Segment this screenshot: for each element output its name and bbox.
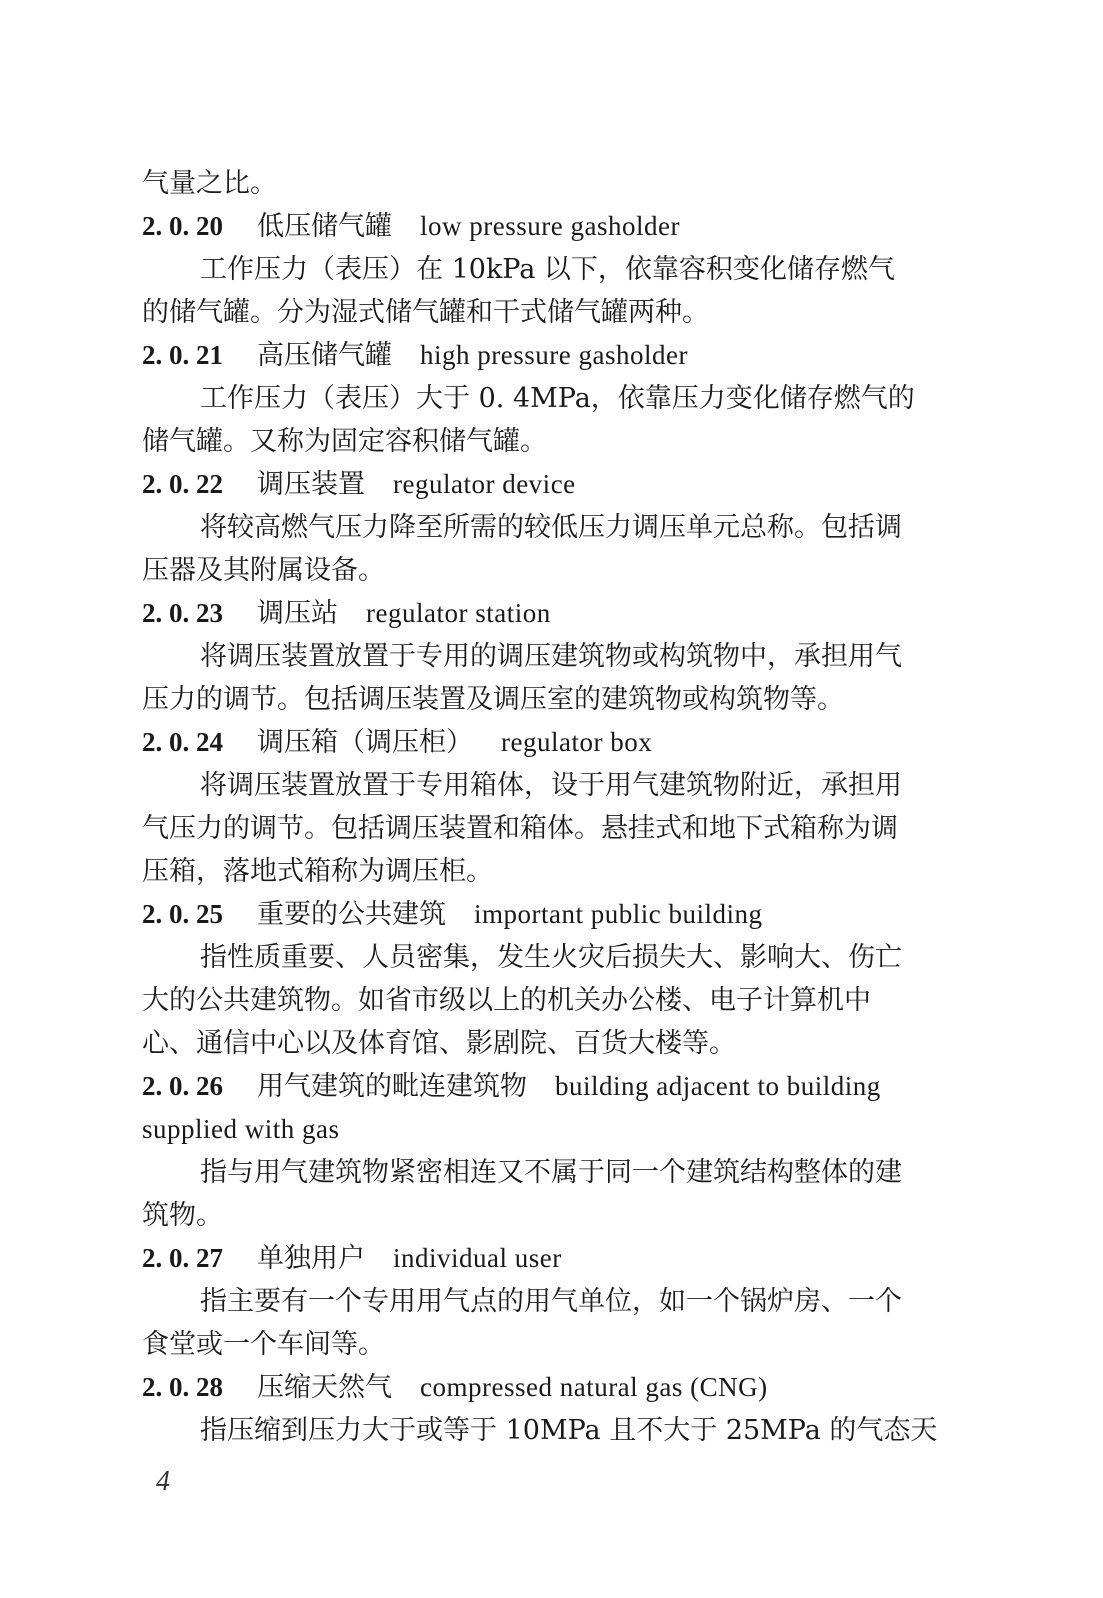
term-chinese: 高压储气罐: [257, 340, 392, 371]
term-english-continued: supplied with gas: [142, 1114, 340, 1144]
definition-line: 指性质重要、人员密集，发生火灾后损失大、影响大、伤亡: [200, 942, 902, 973]
page-content: [142, 162, 942, 1452]
term-number: 2. 0. 22: [142, 469, 223, 499]
term-english: important public building: [474, 899, 763, 929]
term-english: building adjacent to building: [555, 1071, 881, 1101]
term-number: 2. 0. 27: [142, 1243, 223, 1273]
term-chinese: 单独用户: [257, 1243, 365, 1274]
term-heading: [142, 205, 942, 248]
definition-line: 筑物。: [142, 1200, 223, 1231]
term-english: regulator device: [393, 469, 576, 499]
definition-line: 气压力的调节。包括调压装置和箱体。悬挂式和地下式箱称为调: [142, 813, 898, 844]
lead-in-text: 气量之比。: [142, 168, 277, 199]
term-english: regulator station: [366, 598, 551, 628]
definition-line: 压箱，落地式箱称为调压柜。: [142, 856, 493, 887]
term-number: 2. 0. 26: [142, 1071, 223, 1101]
definition-line: 工作压力（表压）大于 0. 4MPa，依靠压力变化储存燃气的: [200, 383, 915, 414]
definition-line: 食堂或一个车间等。: [142, 1329, 385, 1360]
term-english: individual user: [393, 1243, 562, 1273]
term-number: 2. 0. 23: [142, 598, 223, 628]
page-number: 4: [156, 1466, 170, 1497]
definition-line: 指主要有一个专用用气点的用气单位，如一个锅炉房、一个: [200, 1286, 902, 1317]
term-chinese: 调压箱（调压柜）: [257, 727, 473, 758]
term-english: regulator box: [501, 727, 653, 757]
term-chinese: 压缩天然气: [257, 1372, 392, 1403]
term-chinese: 调压站: [257, 598, 338, 629]
term-heading: [142, 1237, 942, 1280]
definition-line: 压力的调节。包括调压装置及调压室的建筑物或构筑物等。: [142, 684, 844, 715]
term-number: 2. 0. 25: [142, 899, 223, 929]
definition-line: 将调压装置放置于专用的调压建筑物或构筑物中，承担用气: [200, 641, 902, 672]
term-chinese: 调压装置: [257, 469, 365, 500]
term-number: 2. 0. 20: [142, 211, 223, 241]
definition-line: 工作压力（表压）在 10kPa 以下，依靠容积变化储存燃气: [200, 254, 895, 285]
definition-line: 压器及其附属设备。: [142, 555, 385, 586]
definition-line: 指压缩到压力大于或等于 10MPa 且不大于 25MPa 的气态天: [200, 1415, 938, 1446]
term-chinese: 低压储气罐: [257, 211, 392, 242]
definition-line: 指与用气建筑物紧密相连又不属于同一个建筑结构整体的建: [200, 1157, 902, 1188]
term-heading: [142, 463, 942, 506]
term-number: 2. 0. 21: [142, 340, 223, 370]
term-chinese: 用气建筑的毗连建筑物: [257, 1071, 527, 1102]
definition-line: 心、通信中心以及体育馆、影剧院、百货大楼等。: [142, 1028, 736, 1059]
term-heading: [142, 893, 942, 936]
term-number: 2. 0. 24: [142, 727, 223, 757]
definition-line: 的储气罐。分为湿式储气罐和干式储气罐两种。: [142, 297, 709, 328]
term-chinese: 重要的公共建筑: [257, 899, 446, 930]
term-heading: [142, 334, 942, 377]
term-heading: [142, 1065, 942, 1108]
definition-line: 储气罐。又称为固定容积储气罐。: [142, 426, 547, 457]
term-number: 2. 0. 28: [142, 1372, 223, 1402]
term-heading: [142, 721, 942, 764]
term-english: low pressure gasholder: [420, 211, 680, 241]
term-heading: [142, 1366, 942, 1409]
definition-line: 大的公共建筑物。如省市级以上的机关办公楼、电子计算机中: [142, 985, 871, 1016]
term-english: compressed natural gas (CNG): [420, 1372, 768, 1402]
term-english: high pressure gasholder: [420, 340, 688, 370]
definition-line: 将较高燃气压力降至所需的较低压力调压单元总称。包括调: [200, 512, 902, 543]
definition-line: 将调压装置放置于专用箱体，设于用气建筑物附近，承担用: [200, 770, 902, 801]
term-heading: [142, 592, 942, 635]
